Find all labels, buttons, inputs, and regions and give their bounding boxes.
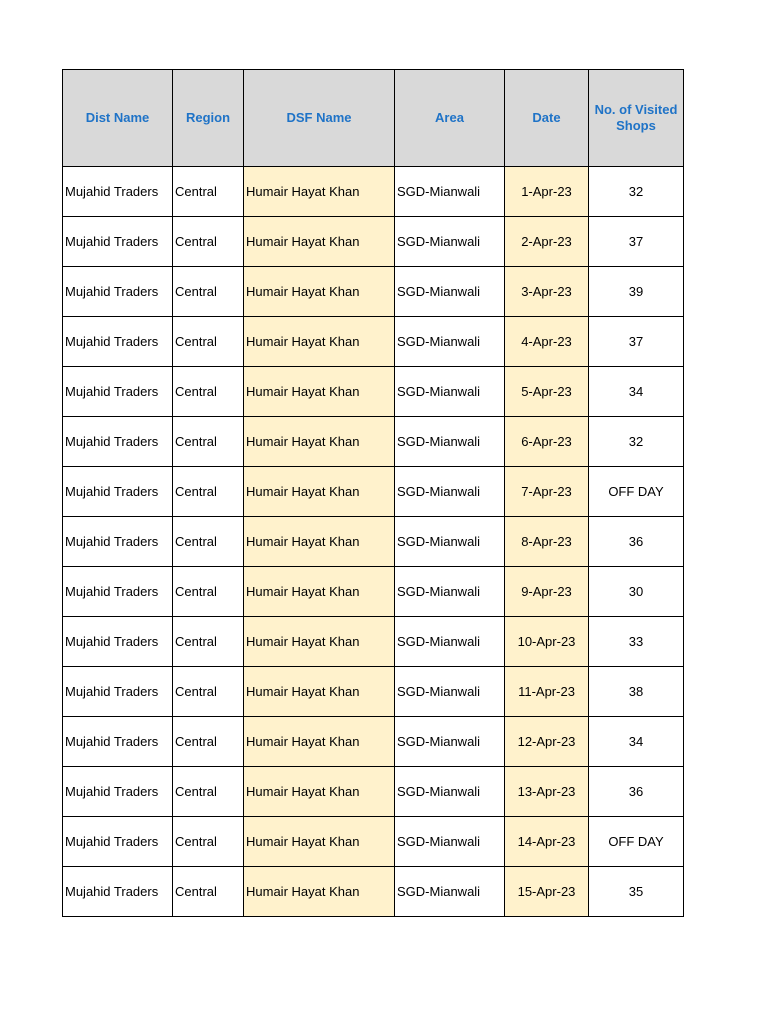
cell-area: SGD-Mianwali <box>395 167 505 217</box>
table-row <box>63 867 684 917</box>
table-row <box>63 767 684 817</box>
cell-visited-shops: 36 <box>589 767 684 817</box>
table-header <box>63 70 684 167</box>
cell-dsf-name: Humair Hayat Khan <box>244 367 395 417</box>
cell-area: SGD-Mianwali <box>395 867 505 917</box>
cell-region: Central <box>173 817 244 867</box>
cell-dist-name: Mujahid Traders <box>63 667 173 717</box>
table-row <box>63 167 684 217</box>
cell-date: 4-Apr-23 <box>505 317 589 367</box>
table-row <box>63 467 684 517</box>
table-row <box>63 667 684 717</box>
cell-visited-shops: 35 <box>589 867 684 917</box>
cell-region: Central <box>173 217 244 267</box>
visits-table <box>62 69 684 917</box>
cell-visited-shops: 33 <box>589 617 684 667</box>
table-row <box>63 567 684 617</box>
header-dsf-name: DSF Name <box>244 70 395 167</box>
cell-dist-name: Mujahid Traders <box>63 167 173 217</box>
header-area: Area <box>395 70 505 167</box>
cell-area: SGD-Mianwali <box>395 617 505 667</box>
table-row <box>63 517 684 567</box>
cell-date: 5-Apr-23 <box>505 367 589 417</box>
cell-region: Central <box>173 567 244 617</box>
cell-visited-shops: 34 <box>589 717 684 767</box>
cell-visited-shops: 30 <box>589 567 684 617</box>
cell-dsf-name: Humair Hayat Khan <box>244 817 395 867</box>
cell-date: 12-Apr-23 <box>505 717 589 767</box>
cell-dsf-name: Humair Hayat Khan <box>244 517 395 567</box>
cell-area: SGD-Mianwali <box>395 717 505 767</box>
cell-visited-shops: 37 <box>589 317 684 367</box>
cell-dsf-name: Humair Hayat Khan <box>244 567 395 617</box>
cell-dist-name: Mujahid Traders <box>63 617 173 667</box>
cell-area: SGD-Mianwali <box>395 767 505 817</box>
cell-dist-name: Mujahid Traders <box>63 817 173 867</box>
table-row <box>63 417 684 467</box>
cell-date: 6-Apr-23 <box>505 417 589 467</box>
cell-dsf-name: Humair Hayat Khan <box>244 767 395 817</box>
cell-dist-name: Mujahid Traders <box>63 317 173 367</box>
cell-area: SGD-Mianwali <box>395 267 505 317</box>
cell-dsf-name: Humair Hayat Khan <box>244 867 395 917</box>
header-visited-shops: No. of Visited Shops <box>589 70 684 167</box>
cell-date: 11-Apr-23 <box>505 667 589 717</box>
header-date: Date <box>505 70 589 167</box>
cell-dsf-name: Humair Hayat Khan <box>244 317 395 367</box>
cell-area: SGD-Mianwali <box>395 567 505 617</box>
cell-dist-name: Mujahid Traders <box>63 767 173 817</box>
cell-dsf-name: Humair Hayat Khan <box>244 617 395 667</box>
cell-dsf-name: Humair Hayat Khan <box>244 267 395 317</box>
cell-date: 2-Apr-23 <box>505 217 589 267</box>
cell-visited-shops: OFF DAY <box>589 467 684 517</box>
cell-area: SGD-Mianwali <box>395 317 505 367</box>
table-row <box>63 617 684 667</box>
header-dist-name: Dist Name <box>63 70 173 167</box>
cell-dsf-name: Humair Hayat Khan <box>244 167 395 217</box>
header-row <box>63 70 684 167</box>
cell-dist-name: Mujahid Traders <box>63 417 173 467</box>
cell-region: Central <box>173 317 244 367</box>
table-row <box>63 267 684 317</box>
cell-dsf-name: Humair Hayat Khan <box>244 467 395 517</box>
cell-dist-name: Mujahid Traders <box>63 517 173 567</box>
cell-region: Central <box>173 767 244 817</box>
cell-area: SGD-Mianwali <box>395 467 505 517</box>
cell-area: SGD-Mianwali <box>395 517 505 567</box>
cell-dsf-name: Humair Hayat Khan <box>244 667 395 717</box>
cell-visited-shops: 39 <box>589 267 684 317</box>
cell-visited-shops: 36 <box>589 517 684 567</box>
table-row <box>63 317 684 367</box>
cell-dist-name: Mujahid Traders <box>63 467 173 517</box>
cell-dist-name: Mujahid Traders <box>63 717 173 767</box>
cell-region: Central <box>173 367 244 417</box>
cell-area: SGD-Mianwali <box>395 417 505 467</box>
cell-dist-name: Mujahid Traders <box>63 567 173 617</box>
cell-date: 14-Apr-23 <box>505 817 589 867</box>
cell-area: SGD-Mianwali <box>395 217 505 267</box>
table-body <box>63 167 684 917</box>
cell-dist-name: Mujahid Traders <box>63 217 173 267</box>
cell-region: Central <box>173 867 244 917</box>
cell-visited-shops: 37 <box>589 217 684 267</box>
cell-visited-shops: 38 <box>589 667 684 717</box>
cell-date: 13-Apr-23 <box>505 767 589 817</box>
cell-date: 1-Apr-23 <box>505 167 589 217</box>
cell-dist-name: Mujahid Traders <box>63 367 173 417</box>
cell-visited-shops: 34 <box>589 367 684 417</box>
cell-date: 10-Apr-23 <box>505 617 589 667</box>
table-row <box>63 217 684 267</box>
cell-visited-shops: OFF DAY <box>589 817 684 867</box>
cell-dist-name: Mujahid Traders <box>63 867 173 917</box>
cell-date: 3-Apr-23 <box>505 267 589 317</box>
table-row <box>63 367 684 417</box>
cell-area: SGD-Mianwali <box>395 817 505 867</box>
header-region: Region <box>173 70 244 167</box>
cell-dist-name: Mujahid Traders <box>63 267 173 317</box>
table-row <box>63 717 684 767</box>
cell-area: SGD-Mianwali <box>395 667 505 717</box>
cell-dsf-name: Humair Hayat Khan <box>244 417 395 467</box>
cell-dsf-name: Humair Hayat Khan <box>244 717 395 767</box>
cell-region: Central <box>173 517 244 567</box>
table-row <box>63 817 684 867</box>
cell-region: Central <box>173 167 244 217</box>
cell-region: Central <box>173 417 244 467</box>
cell-region: Central <box>173 467 244 517</box>
cell-area: SGD-Mianwali <box>395 367 505 417</box>
cell-region: Central <box>173 267 244 317</box>
cell-region: Central <box>173 717 244 767</box>
cell-date: 7-Apr-23 <box>505 467 589 517</box>
cell-region: Central <box>173 667 244 717</box>
cell-date: 15-Apr-23 <box>505 867 589 917</box>
cell-date: 9-Apr-23 <box>505 567 589 617</box>
cell-visited-shops: 32 <box>589 417 684 467</box>
cell-visited-shops: 32 <box>589 167 684 217</box>
cell-dsf-name: Humair Hayat Khan <box>244 217 395 267</box>
cell-region: Central <box>173 617 244 667</box>
cell-date: 8-Apr-23 <box>505 517 589 567</box>
